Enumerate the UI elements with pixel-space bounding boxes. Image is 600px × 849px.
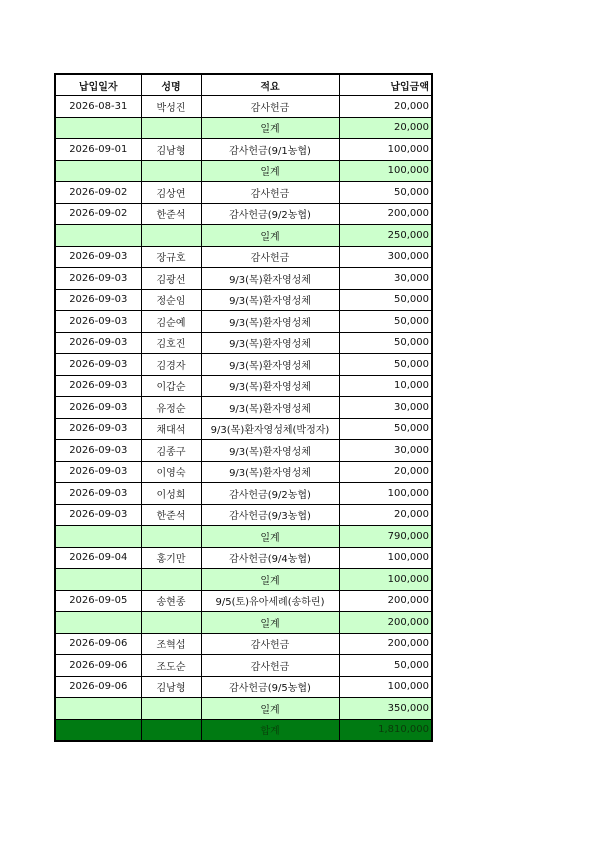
name-cell: 조혁섭 (141, 633, 201, 655)
description-cell: 일계 (201, 225, 339, 247)
amount-cell: 200,000 (339, 633, 432, 655)
date-cell: 2026-09-02 (55, 203, 141, 225)
name-cell: 김호진 (141, 332, 201, 354)
name-cell: 조도순 (141, 655, 201, 677)
date-cell: 2026-09-03 (55, 504, 141, 526)
name-cell (141, 719, 201, 741)
name-cell: 김경자 (141, 354, 201, 376)
amount-cell: 300,000 (339, 246, 432, 268)
description-cell: 일계 (201, 569, 339, 591)
amount-cell: 20,000 (339, 96, 432, 118)
date-cell (55, 117, 141, 139)
table-row (55, 354, 432, 376)
amount-cell: 30,000 (339, 397, 432, 419)
header-name: 성명 (141, 74, 201, 96)
grand-total-row (55, 719, 432, 741)
name-cell (141, 612, 201, 634)
amount-cell: 1,810,000 (339, 719, 432, 741)
description-cell: 9/5(토)유아세례(송하린) (201, 590, 339, 612)
header-row (55, 74, 432, 96)
description-cell: 일계 (201, 612, 339, 634)
date-cell: 2026-09-03 (55, 332, 141, 354)
description-cell: 일계 (201, 117, 339, 139)
date-cell: 2026-09-04 (55, 547, 141, 569)
date-cell: 2026-09-01 (55, 139, 141, 161)
description-cell: 감사헌금(9/5농협) (201, 676, 339, 698)
name-cell: 이성희 (141, 483, 201, 505)
amount-cell: 50,000 (339, 182, 432, 204)
description-cell: 9/3(목)환자영성체 (201, 332, 339, 354)
date-cell: 2026-09-06 (55, 655, 141, 677)
name-cell: 한준석 (141, 504, 201, 526)
amount-cell: 100,000 (339, 483, 432, 505)
table-row (55, 375, 432, 397)
table-row (55, 182, 432, 204)
date-cell: 2026-09-03 (55, 461, 141, 483)
table-row (55, 139, 432, 161)
description-cell: 감사헌금(9/3농협) (201, 504, 339, 526)
amount-cell: 100,000 (339, 676, 432, 698)
date-cell: 2026-09-03 (55, 289, 141, 311)
table-row (55, 96, 432, 118)
date-cell: 2026-09-03 (55, 397, 141, 419)
description-cell: 감사헌금(9/1농협) (201, 139, 339, 161)
date-cell: 2026-09-03 (55, 246, 141, 268)
subtotal-row (55, 612, 432, 634)
date-cell (55, 160, 141, 182)
description-cell: 합계 (201, 719, 339, 741)
amount-cell: 200,000 (339, 590, 432, 612)
name-cell: 한준석 (141, 203, 201, 225)
table-row (55, 418, 432, 440)
subtotal-row (55, 225, 432, 247)
name-cell: 장규호 (141, 246, 201, 268)
description-cell: 9/3(목)환자영성체 (201, 440, 339, 462)
description-cell: 9/3(목)환자영성체(박정자) (201, 418, 339, 440)
table-row (55, 397, 432, 419)
subtotal-row (55, 117, 432, 139)
amount-cell: 100,000 (339, 547, 432, 569)
amount-cell: 200,000 (339, 612, 432, 634)
name-cell (141, 117, 201, 139)
name-cell (141, 225, 201, 247)
subtotal-row (55, 569, 432, 591)
description-cell: 9/3(목)환자영성체 (201, 289, 339, 311)
subtotal-row (55, 698, 432, 720)
amount-cell: 10,000 (339, 375, 432, 397)
amount-cell: 20,000 (339, 461, 432, 483)
name-cell: 김순예 (141, 311, 201, 333)
amount-cell: 50,000 (339, 332, 432, 354)
date-cell: 2026-09-03 (55, 483, 141, 505)
description-cell: 감사헌금 (201, 182, 339, 204)
date-cell: 2026-09-03 (55, 375, 141, 397)
table-row (55, 203, 432, 225)
date-cell: 2026-09-03 (55, 354, 141, 376)
amount-cell: 100,000 (339, 569, 432, 591)
table-row (55, 332, 432, 354)
description-cell: 감사헌금(9/2농협) (201, 483, 339, 505)
amount-cell: 790,000 (339, 526, 432, 548)
table-row (55, 483, 432, 505)
amount-cell: 200,000 (339, 203, 432, 225)
name-cell (141, 526, 201, 548)
amount-cell: 50,000 (339, 289, 432, 311)
name-cell: 김종구 (141, 440, 201, 462)
table-row (55, 633, 432, 655)
amount-cell: 20,000 (339, 504, 432, 526)
date-cell (55, 698, 141, 720)
description-cell: 감사헌금 (201, 633, 339, 655)
amount-cell: 350,000 (339, 698, 432, 720)
table-row (55, 655, 432, 677)
amount-cell: 30,000 (339, 440, 432, 462)
table-row (55, 289, 432, 311)
date-cell (55, 225, 141, 247)
name-cell: 박성진 (141, 96, 201, 118)
name-cell (141, 160, 201, 182)
subtotal-row (55, 526, 432, 548)
date-cell (55, 719, 141, 741)
date-cell (55, 612, 141, 634)
table-row (55, 504, 432, 526)
name-cell: 유정순 (141, 397, 201, 419)
name-cell: 김광선 (141, 268, 201, 290)
description-cell: 9/3(목)환자영성체 (201, 354, 339, 376)
amount-cell: 30,000 (339, 268, 432, 290)
subtotal-row (55, 160, 432, 182)
amount-cell: 100,000 (339, 139, 432, 161)
table-row (55, 461, 432, 483)
description-cell: 일계 (201, 698, 339, 720)
date-cell: 2026-09-03 (55, 418, 141, 440)
table-row (55, 311, 432, 333)
amount-cell: 20,000 (339, 117, 432, 139)
date-cell: 2026-09-03 (55, 311, 141, 333)
table-row (55, 440, 432, 462)
date-cell: 2026-09-05 (55, 590, 141, 612)
date-cell: 2026-09-03 (55, 268, 141, 290)
description-cell: 감사헌금 (201, 246, 339, 268)
description-cell: 감사헌금(9/2농협) (201, 203, 339, 225)
date-cell: 2026-08-31 (55, 96, 141, 118)
date-cell (55, 569, 141, 591)
table-row (55, 268, 432, 290)
description-cell: 9/3(목)환자영성체 (201, 311, 339, 333)
date-cell: 2026-09-03 (55, 440, 141, 462)
table-row (55, 676, 432, 698)
description-cell: 일계 (201, 526, 339, 548)
header-date: 납입일자 (55, 74, 141, 96)
name-cell: 홍기만 (141, 547, 201, 569)
name-cell: 이갑순 (141, 375, 201, 397)
name-cell: 김남형 (141, 139, 201, 161)
description-cell: 감사헌금 (201, 96, 339, 118)
date-cell: 2026-09-06 (55, 676, 141, 698)
amount-cell: 50,000 (339, 311, 432, 333)
header-description: 적요 (201, 74, 339, 96)
donation-ledger-table (54, 73, 433, 742)
ledger-body (55, 96, 432, 742)
name-cell: 송현종 (141, 590, 201, 612)
table-row (55, 246, 432, 268)
description-cell: 감사헌금 (201, 655, 339, 677)
table-row (55, 590, 432, 612)
date-cell: 2026-09-02 (55, 182, 141, 204)
amount-cell: 50,000 (339, 354, 432, 376)
name-cell: 이영숙 (141, 461, 201, 483)
name-cell: 정순임 (141, 289, 201, 311)
name-cell (141, 698, 201, 720)
name-cell: 김상연 (141, 182, 201, 204)
description-cell: 9/3(목)환자영성체 (201, 375, 339, 397)
amount-cell: 50,000 (339, 418, 432, 440)
description-cell: 9/3(목)환자영성체 (201, 397, 339, 419)
name-cell: 채대석 (141, 418, 201, 440)
description-cell: 일계 (201, 160, 339, 182)
date-cell (55, 526, 141, 548)
description-cell: 9/3(목)환자영성체 (201, 268, 339, 290)
description-cell: 감사헌금(9/4농협) (201, 547, 339, 569)
amount-cell: 250,000 (339, 225, 432, 247)
amount-cell: 100,000 (339, 160, 432, 182)
name-cell (141, 569, 201, 591)
name-cell: 김남형 (141, 676, 201, 698)
description-cell: 9/3(목)환자영성체 (201, 461, 339, 483)
amount-cell: 50,000 (339, 655, 432, 677)
table-row (55, 547, 432, 569)
date-cell: 2026-09-06 (55, 633, 141, 655)
header-amount: 납입금액 (339, 74, 432, 96)
